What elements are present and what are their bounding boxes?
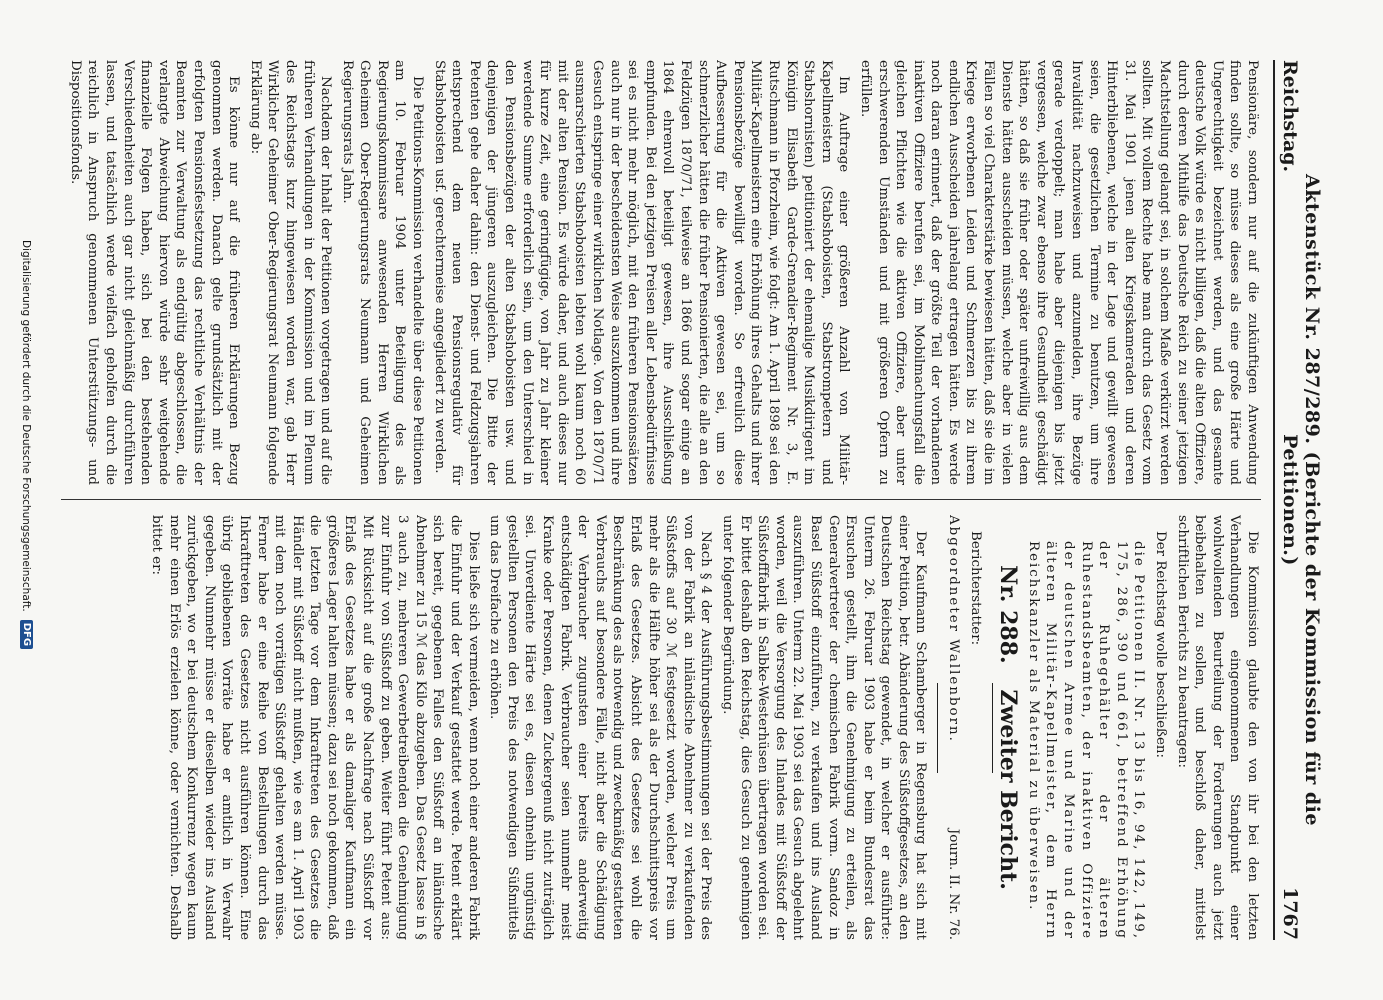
- dfg-logo: DFG: [20, 620, 33, 649]
- credit-text: Digitalisierung gefördert durch die Deutsche Forschungsgemeinschaft.: [20, 240, 33, 612]
- rapporteur-label: Berichterstatter:: [967, 531, 983, 646]
- paragraph: Der Kaufmann Schamberger in Regensburg hat sich mit einer Petition, betr. Abänderung des Süßstoffgesetzes, an den Deutschen Reichstag gewendet, in welcher er ausführte: Unterm 26. Februar 1903 habe er beim Bundesrat das Ersuchen gestellt, ihm die Genehmigung zu erteilen, als Generalvertreter der chemischen Fabrik vorm. Sandoz in Basel Süßstoff einzuführen, zu verkaufen und ins Ausland auszuführen. Unterm 22. Mai 1903 sei das Gesuch abgelehnt worden, weil die Versorgung des Inlandes mit Süßstoff der Süßstofffabrik in Salbke-Westerhüsen übertragen worden sei. Er bittet deshalb den Reichstag, dies Gesuch zu genehmigen unter folgender Begründung.: [719, 515, 929, 940]
- section-title: Zweiter Bericht.: [995, 689, 1022, 890]
- rapporteur-rule: [938, 683, 939, 773]
- paragraph: Pensionäre, sondern nur auf die zukünftigen Anwendung finden sollte, so müsse dieses als eine große Härte und Ungerechtigkeit bezeichnet werden, und das gesamte deutsche Volk würde es nicht billigen, daß die alten Offiziere, durch deren Mithilfe das Deutsche Reich zu seiner jetzigen Machtstellung gelangt sei, in solchem Maße verkürzt werden sollten. Mit vollem Rechte habe man durch das Gesetz vom 31. Mai 1901 jenen alten Kriegskameraden und deren Hinterbliebenen, welche in der Lage und gewillt gewesen seien, die gesetzlichen Termine zu benutzen, um ihre Invalidität nachzuweisen und anzumelden, ihre Bezüge gerade verdoppelt; man habe aber diejenigen bis jetzt vergessen, welche zwar ebenso ihre Gesundheit geschädigt hätten, so daß sie früher oder später unfreiwillig aus dem Dienste hätten ausscheiden müssen, welche aber in vielen Fällen so viel Charakterstärke bewiesen hätten, daß sie die im Kriege erworbenen Leiden und Schmerzen bis zu ihrem endlichen Ausscheiden jahrelang ertragen hätten. Es werde noch daran erinnert, daß der größte Teil der vorhandenen inaktiven Offiziere berufen sei, im Mobilmachungsfall die gleichen Pflichten wie die aktiven Offiziere, aber unter erschwerenden Umständen und mit größeren Opfern zu erfüllen.: [857, 60, 1260, 485]
- paragraph: Die Kommission glaubte den von ihr bei den letzten Verhandlungen eingenommenen Standpunkt einer wohlwollenden Beurteilung der Forderungen auch jetzt beibehalten zu sollen, und beschloß daher, mittelst schriftlichen Berichts zu beantragen:: [1174, 515, 1260, 940]
- paragraph: Dies ließe sich vermeiden, wenn noch einer anderen Fabrik die Einfuhr und der Verkauf gestattet werde. Petent erklärt sich bereit, gegebenen Falles den Süßstoff an inländische Abnehmer zu 15 ℳ das Kilo abzugeben. Das Gesetz lasse in § 3 auch zu, mehreren Gewerbetreibenden die Genehmigung zur Einfuhr von Süßstoff zu geben. Weiter führt Petent aus: Mit Rücksicht auf die große Nachfrage nach Süßstoff vor Erlaß des Gesetzes habe er als damaliger Kaufmann ein größeres Lager halten müssen; dazu sei noch gekommen, daß die letzten Tage vor dem Inkrafttreten des Gesetzes die Händler mit Süßstoff nicht mußten, wie es am 1. April 1903 mit dem noch vorrätigen Süßstoff gehalten werden müsse. Ferner habe er eine Reihe von Bestellungen durch das Inkrafttreten des Gesetzes nicht ausführen können. Eine übrig gebliebenen Vorräte habe er amtlich in Verwahr gegeben. Nunmehr müsse er dieselben wieder ins Ausland zurückgeben, wo er bei deutschem Konkurrenz wegen kaum mehr einen Erlös erzielen könne, oder vernichten. Deshalb bittet er:: [148, 515, 481, 940]
- paragraph: Nachdem der Inhalt der Petitionen vorgetragen und auf die früheren Verhandlungen in der Kommission und im Plenum des Reichstags kurz hingewiesen worden war, gab Herr Wirklicher Geheimer Ober-Regierungsrat Neumann folgende Erklärung ab:: [247, 60, 334, 485]
- running-head-left: Reichstag.: [1279, 60, 1301, 173]
- running-head-title: Aktenstück Nr. 287/289. (Berichte der Kommission für die Petitionen.): [1279, 174, 1323, 826]
- paragraph: Es könne nur auf die früheren Erklärungen Bezug genommen werden. Danach gelte grundsätzlich mit der erfolgten Pensionsfestsetzung das rechtliche Verhältnis der Beamten zur Verwaltung als endgültig abgeschlossen, die verlangte Abweichung hiervon würde sehr weitgehende finanzielle Folgen haben, sich bei den bestehenden Verschiedenheiten auch gar nicht gleichmäßig durchführen lassen, und tatsächlich werde vielfach geholfen durch die reichlich in Anspruch genommenen Unterstützungs- und Dispositionsfonds.: [67, 60, 242, 485]
- section-heading: [995, 515, 1022, 940]
- digitization-credit: [20, 240, 33, 649]
- left-column: [61, 60, 1261, 485]
- right-column: [61, 515, 1261, 940]
- rapporteur-name: Abgeordneter Wallenborn.: [946, 515, 962, 743]
- journal-reference: Journ. II. Nr. 76.: [946, 828, 962, 940]
- paragraph: Im Auftrage einer größeren Anzahl von Militär-Kapellmeistern (Stabshoboisten, Stabstrompetern und Stabshornisten) petitioniert der ehemalige Musikdirigent im Königin Elisabeth Garde-Grenadier-Regiment Nr. 3, E. Rutschmann in Pforzheim, wie folgt: Am 1. April 1898 sei den Militär-Kapellmeistern eine Erhöhung ihres Gehalts und ihrer Pensionsbezüge bewilligt worden. So erfreulich diese Aufbesserung für die Aktiven gewesen sei, um so schmerzlicher hätten die früher Pensionierten, die alle an den Feldzügen 1870/71, teilweise an 1866 und sogar einige an 1864 ehrenvoll beteiligt gewesen, ihre Ausschließung empfunden. Bei den jetzigen Preisen aller Lebensbedürfnisse sei es nicht mehr möglich, mit den früheren Pensionssätzen auch nur in der bescheidensten Weise auszukommen und ihre Gesuch entspringe einer wirklichen Notlage. Von den 1870/71 ausmarschierten Stabshoboisten lebten wohl kaum noch 60 mit der alten Pension. Es würde daher, und auch dieses nur für kurze Zeit, eine geringfügige, von Jahr zu Jahr kleiner werdende Summe erforderlich sein, um den Unterschied in den Pensionsbezügen der alten Stabshoboisten usw. und denjenigen der jüngeren auszugleichen. Die Bitte der Petenten gehe daher dahin: den Dienst- und Feldzugsjahren entsprechend dem neuen Pensionsregulativ für Stabshoboisten usf. gerechtermeise angegliedert zu werden.: [431, 60, 852, 485]
- section-number: Nr. 288.: [995, 565, 1022, 664]
- running-head: [1273, 60, 1323, 940]
- motion-intro: Der Reichstag wolle beschließen:: [1153, 531, 1169, 759]
- page-content: [53, 60, 1323, 940]
- page-number: 1767: [1279, 887, 1301, 940]
- column-divider: [61, 499, 1261, 500]
- heading-rule: [992, 683, 993, 773]
- motion-text: die Petitionen II. Nr. 13 bis 16, 94, 142, 149, 175, 286, 390 und 661, betreffend Erhöhung der Ruhegehälter der älteren Ruhestandsbeamten, der inaktiven Offiziere der deutschen Armee und Marine und der älteren Militär-Kapellmeister, dem Herrn Reichskanzler als Material zu überweisen.: [1025, 541, 1147, 940]
- rapporteur-row: [945, 515, 963, 940]
- paragraph: Nach § 4 der Ausführungsbestimmungen sei der Preis des von der Fabrik an inländische Abnehmer zu verkaufenden Süßstoffs auf 30 ℳ festgesetzt worden, welcher Preis um mehr als die Hälfte höher sei als der Durchschnittspreis vor Erlaß des Gesetzes. Absicht des Gesetzes sei wohl die Beschränkung des als notwendig und zweckmäßig gestatteten Verbrauchs auf besondere Fälle, nicht aber die Schädigung der Verbraucher zugunsten einer bereits anderweitig entschädigten Fabrik. Verbraucher seien nunmehr meist Kranke oder Personen, denen Zuckergenuß nicht zuträglich sei. Unverdiente Härte sei es, diesen ohnehin ungünstig gestellten Personen den Preis des notwendigen Süßmittels um das Dreifache zu erhöhen.: [487, 515, 714, 940]
- paragraph: Die Petitions-Kommission verhandelte über diese Petitionen am 10. Februar 1904 unter Beteiligung des als Regierungskommissare anwesenden Herren Wirklichen Geheimen Ober-Regierungsrats Neumann und Geheimen Regierungsrats Jahn.: [339, 60, 426, 485]
